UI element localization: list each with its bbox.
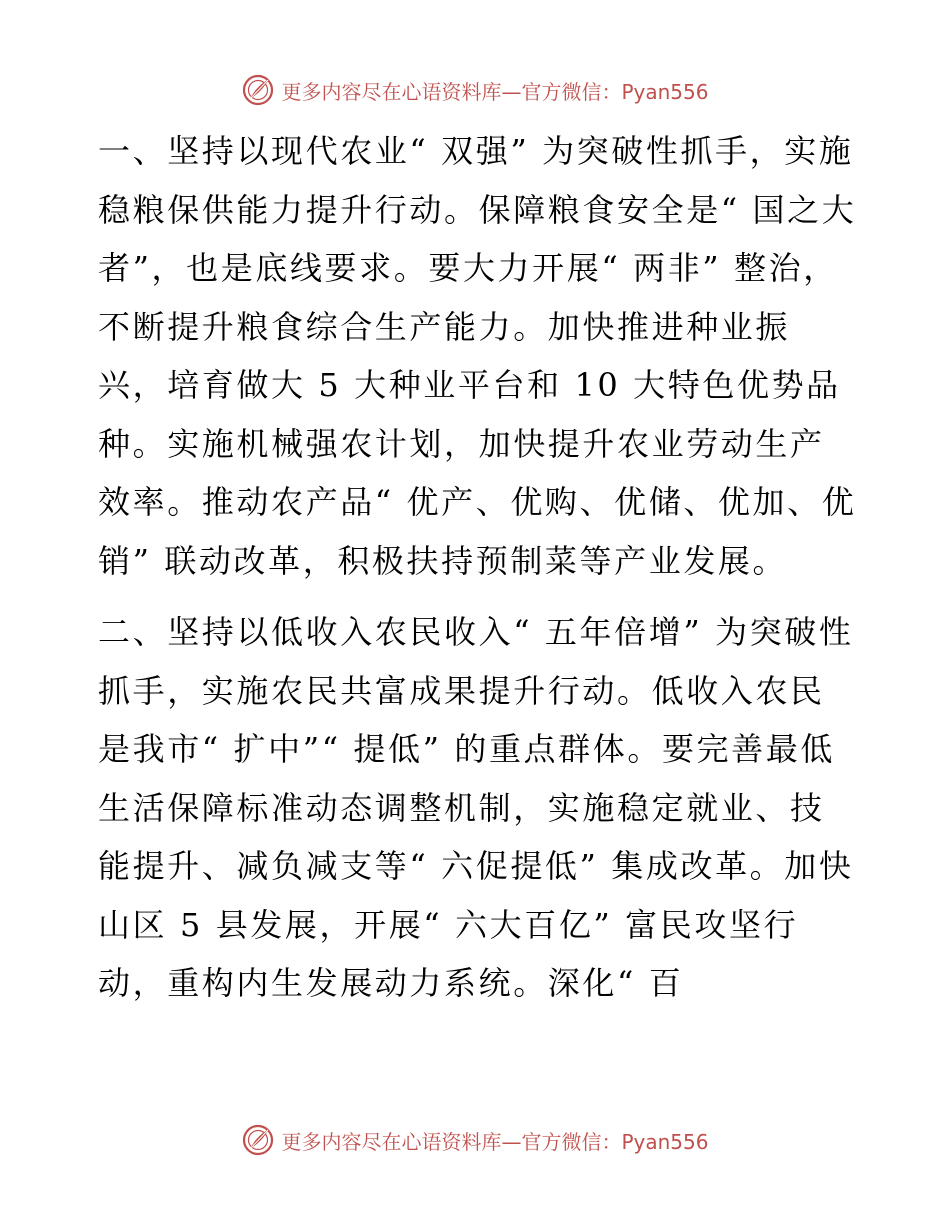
feather-circle-logo-icon bbox=[241, 73, 275, 107]
footer-watermark-text: 更多内容尽在心语资料库—官方微信：Pyan556 bbox=[281, 1129, 709, 1154]
header-watermark-text: 更多内容尽在心语资料库—官方微信：Pyan556 bbox=[281, 79, 709, 104]
paragraph-1: 一、坚持以现代农业“ 双强” 为突破性抓手，实施稳粮保供能力提升行动。保障粮食安全是“ 国之大者”，也是底线要求。要大力开展“ 两非” 整治，不断提升粮食综合生产能力。加快推进种业振兴，培育做大 5 大种业平台和 10 大特色优势品种。实施机械强农计划，加快提升农业劳动生产效率。推动农产品“ 优产、优购、优储、优加、优销” 联动改革，积极扶持预制菜等产业发展。 bbox=[98, 132, 857, 580]
document-body bbox=[98, 122, 858, 1013]
header-watermark bbox=[0, 70, 950, 110]
footer-watermark bbox=[0, 1120, 950, 1160]
paragraph-2: 二、坚持以低收入农民收入“ 五年倍增” 为突破性抓手，实施农民共富成果提升行动。低收入农民是我市“ 扩中”“ 提低” 的重点群体。要完善最低生活保障标准动态调整机制，实施稳定就业、技能提升、减负减支等“ 六促提低” 集成改革。加快山区 5 县发展，开展“ 六大百亿” 富民攻坚行动，重构内生发展动力系统。深化“ 百 bbox=[98, 613, 854, 1002]
feather-circle-logo-icon bbox=[241, 1123, 275, 1157]
